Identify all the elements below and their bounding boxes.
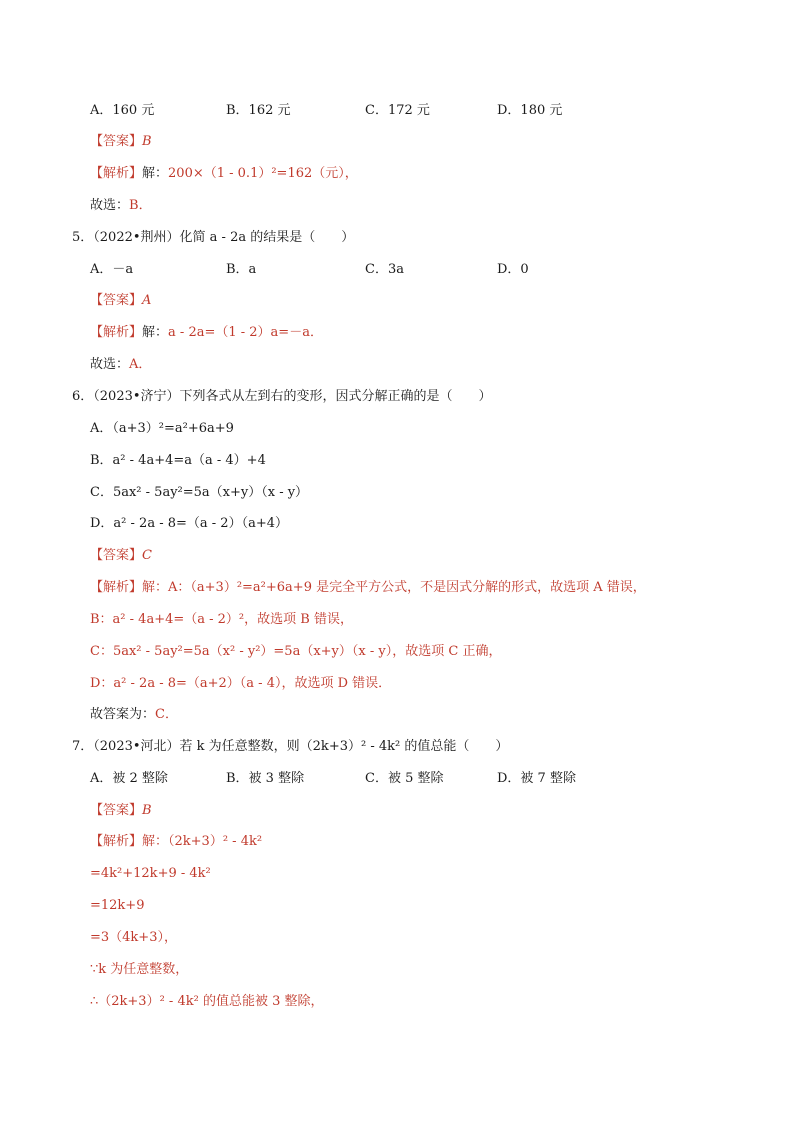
answer-label: 【答案】 bbox=[90, 803, 143, 818]
q5-option-d: D．0 bbox=[497, 262, 529, 277]
q5-option-c: C．3a bbox=[365, 262, 404, 277]
q6-analysis-line-2: B：a² - 4a+4=（a - 2）²，故选项 B 错误， bbox=[90, 612, 353, 627]
q7-analysis-line-1 bbox=[90, 834, 262, 850]
q6-analysis-line-4: D：a² - 2a - 8=（a+2）（a - 4），故选项 D 错误． bbox=[90, 676, 392, 691]
q5-stem: 5．（2022•荆州）化简 a - 2a 的结果是（ ） bbox=[72, 230, 355, 245]
q6-option-d: D．a² - 2a - 8=（a - 2）（a+4） bbox=[90, 516, 288, 531]
q4-analysis bbox=[90, 166, 358, 182]
q4-conclusion bbox=[90, 198, 152, 214]
q7-analysis-line-6: ∴（2k+3）² - 4k² 的值总能被 3 整除， bbox=[90, 994, 324, 1009]
answer-label: 【答案】 bbox=[90, 293, 143, 308]
q7-option-d: D．被 7 整除 bbox=[497, 771, 576, 786]
q7-analysis-line-2: =4k²+12k+9 - 4k² bbox=[90, 866, 211, 881]
q7-answer bbox=[90, 803, 152, 819]
q6-option-b: B．a² - 4a+4=a（a - 4）+4 bbox=[90, 453, 266, 468]
conclusion-prefix: 故答案为： bbox=[90, 707, 156, 722]
conclusion-prefix: 故选： bbox=[90, 357, 130, 372]
conclusion-value: B． bbox=[129, 198, 152, 213]
q4-answer bbox=[90, 134, 152, 150]
q7-analysis-line-5: ∵k 为任意整数， bbox=[90, 962, 189, 977]
q4-option-d: D．180 元 bbox=[497, 103, 563, 118]
q4-option-a: A．160 元 bbox=[90, 103, 155, 118]
analysis-text: 解：（2k+3）² - 4k² bbox=[142, 834, 263, 849]
q4-option-b: B．162 元 bbox=[226, 103, 291, 118]
conclusion-prefix: 故选： bbox=[90, 198, 130, 213]
q7-option-a: A．被 2 整除 bbox=[90, 771, 168, 786]
analysis-label: 【解析】 bbox=[90, 325, 143, 340]
answer-value: A bbox=[142, 293, 152, 308]
analysis-label: 【解析】 bbox=[90, 834, 143, 849]
q5-option-b: B．a bbox=[226, 262, 257, 277]
q7-analysis-line-4: =3（4k+3）， bbox=[90, 930, 177, 945]
q5-option-a: A．－a bbox=[90, 262, 134, 277]
q5-analysis bbox=[90, 325, 323, 341]
q7-option-c: C．被 5 整除 bbox=[365, 771, 444, 786]
analysis-prefix: 解： bbox=[142, 166, 169, 181]
q5-conclusion bbox=[90, 357, 151, 373]
analysis-body: 200×（1 - 0.1）²=162（元）， bbox=[168, 166, 358, 181]
q6-analysis-line-3: C：5ax² - 5ay²=5a（x² - y²）=5a（x+y）（x - y），故选项 C 正确， bbox=[90, 644, 502, 659]
q5-answer bbox=[90, 293, 151, 309]
answer-value: C bbox=[142, 548, 152, 563]
answer-label: 【答案】 bbox=[90, 548, 143, 563]
analysis-text: 解：A：（a+3）²=a²+6a+9 是完全平方公式，不是因式分解的形式，故选项 A 错误， bbox=[142, 580, 646, 595]
q6-answer bbox=[90, 548, 152, 564]
analysis-prefix: 解： bbox=[142, 325, 169, 340]
q4-option-c: C．172 元 bbox=[365, 103, 430, 118]
q7-stem: 7．（2023•河北）若 k 为任意整数，则（2k+3）² - 4k² 的值总能（ ） bbox=[72, 739, 509, 754]
analysis-body: a - 2a=（1 - 2）a=－a． bbox=[168, 325, 323, 340]
q6-option-c: C．5ax² - 5ay²=5a（x+y）（x - y） bbox=[90, 485, 309, 500]
q7-analysis-line-3: =12k+9 bbox=[90, 898, 145, 913]
q6-conclusion bbox=[90, 707, 178, 723]
q6-analysis-line-1 bbox=[90, 580, 646, 596]
conclusion-value: C． bbox=[155, 707, 178, 722]
conclusion-value: A． bbox=[129, 357, 152, 372]
answer-value: B bbox=[142, 803, 152, 818]
answer-label: 【答案】 bbox=[90, 134, 143, 149]
analysis-label: 【解析】 bbox=[90, 166, 143, 181]
q7-option-b: B．被 3 整除 bbox=[226, 771, 305, 786]
answer-value: B bbox=[142, 134, 152, 149]
q6-stem: 6．（2023•济宁）下列各式从左到右的变形，因式分解正确的是（ ） bbox=[72, 389, 492, 404]
analysis-label: 【解析】 bbox=[90, 580, 143, 595]
q6-option-a: A．（a+3）²=a²+6a+9 bbox=[90, 421, 234, 436]
